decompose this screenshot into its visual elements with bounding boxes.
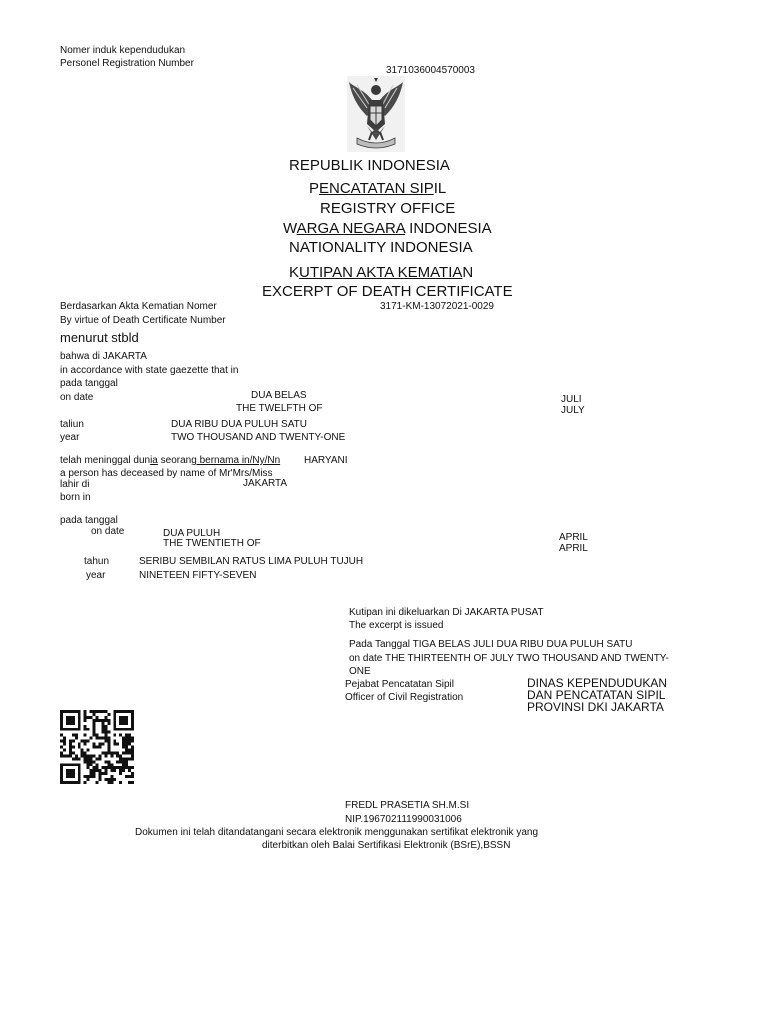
birth-year-label-id: tahun [84,556,110,567]
issued-place-en: The excerpt is issued [349,620,444,631]
death-day-id: DUA BELAS [251,390,307,401]
signatory-nip: NIP.196702111990031006 [345,814,462,825]
death-year-en: TWO THOUSAND AND TWENTY-ONE [171,432,346,443]
excerpt-title: EXCERPT OF DEATH CERTIFICATE [262,283,513,300]
registry-title: REGISTRY OFFICE [320,200,456,217]
death-month-en: JULY [561,405,585,416]
pencatatan-title: PENCATATAN SIPIL [309,180,447,197]
warga-title: WARGA NEGARA INDONESIA [283,220,492,237]
birth-day-en: THE TWENTIETH OF [163,538,261,549]
deceased-name: HARYANI [304,455,348,466]
signatory-name: FREDL PRASETIA SH.M.SI [345,800,470,811]
birth-date-label-id: pada tanggal [60,515,118,526]
birth-year-en: NINETEEN FIFTY-SEVEN [139,570,257,581]
birth-month-id: APRIL [559,532,588,543]
death-year-label-id: taliun [60,419,84,430]
officer-label-id: Pejabat Pencatatan Sipil [345,679,454,690]
issued-date-en-1: on date THE THIRTEENTH OF JULY TWO THOUSAND AND TWENTY- [349,653,669,664]
death-place-id: bahwa di JAKARTA [60,351,147,362]
garuda-emblem-icon [347,76,405,152]
born-label-id: lahir di [60,479,90,490]
death-year-label-en: year [60,432,80,443]
nik-label-en: Personel Registration Number [60,58,194,69]
agency-line-2: DAN PENCATATAN SIPIL [527,688,666,702]
death-date-label-id: pada tanggal [60,378,118,389]
issued-date-en-2: ONE [349,666,371,677]
qr-code-icon [60,710,134,784]
republik-title: REPUBLIK INDONESIA [289,157,450,174]
born-label-en: born in [60,492,91,503]
birth-month-en: APRIL [559,543,588,554]
officer-label-en: Officer of Civil Registration [345,692,464,703]
deceased-label-en: a person has deceased by name of Mr'Mrs/Miss [60,468,273,479]
death-month-id: JULI [561,394,582,405]
nik-label-id: Nomer induk kependudukan [60,45,186,56]
agency-line-1: DINAS KEPENDUDUKAN [527,676,668,690]
certificate-label-en: By virtue of Death Certificate Number [60,315,226,326]
nik-value: 3171036004570003 [386,65,475,76]
agency-line-3: PROVINSI DKI JAKARTA [527,700,664,714]
birth-day-id: DUA PULUH [163,528,221,539]
menurut-stbld: menurut stbld [60,330,139,345]
birth-year-id: SERIBU SEMBILAN RATUS LIMA PULUH TUJUH [139,556,364,567]
birth-date-label-en: on date [91,526,125,537]
certificate-number: 3171-KM-13072021-0029 [380,301,494,312]
born-place: JAKARTA [243,478,288,489]
footer-line-1: Dokumen ini telah ditandatangani secara elektronik menggunakan sertifikat elektronik yang [135,827,539,838]
issued-place-id: Kutipan ini dikeluarkan Di JAKARTA PUSAT [349,607,544,618]
death-day-en: THE TWELFTH OF [236,403,323,414]
footer-line-2: diterbitkan oleh Balai Sertifikasi Elektronik (BSrE),BSSN [262,840,511,851]
nationality-title: NATIONALITY INDONESIA [289,239,473,256]
death-year-id: DUA RIBU DUA PULUH SATU [171,419,307,430]
kutipan-title: KUTIPAN AKTA KEMATIAN [289,264,474,281]
issued-date-id: Pada Tanggal TIGA BELAS JULI DUA RIBU DUA PULUH SATU [349,639,633,650]
death-date-label-en: on date [60,392,94,403]
deceased-label-id: telah meninggal dunia seorang bernama in/Ny/Nn [60,455,281,466]
death-place-en: in accordance with state gaezette that in [60,365,239,376]
birth-year-label-en: year [86,570,106,581]
certificate-label-id: Berdasarkan Akta Kematian Nomer [60,301,217,312]
